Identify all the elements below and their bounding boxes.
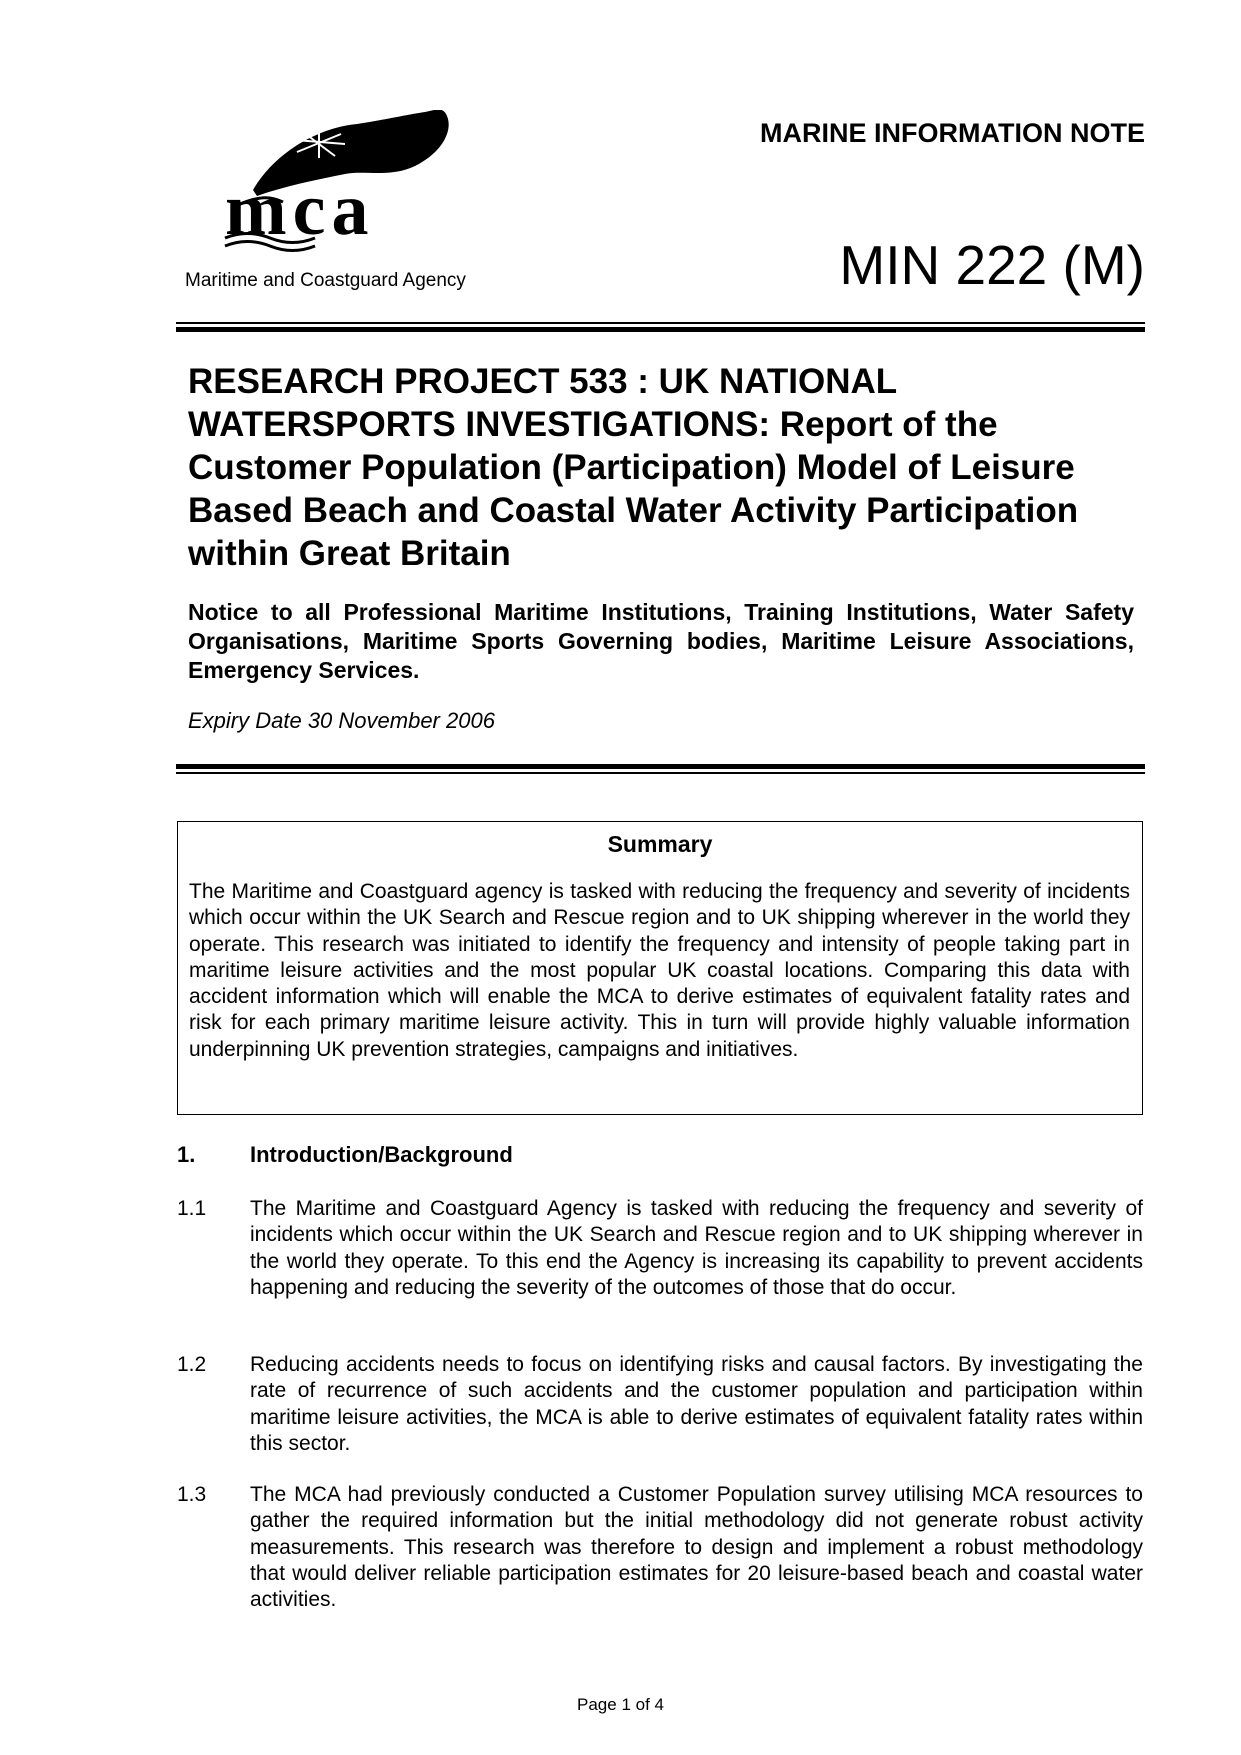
paragraph-number: 1.2 (177, 1353, 207, 1376)
summary-text: The Maritime and Coastguard agency is tasked with reducing the frequency and severity of incidents which occur within the UK Search and Rescue region and to UK shipping wherever in the world they operate. This research was initiated to identify the frequency and intensity of people taking part in maritime leisure activities and the most popular UK coastal locations. Comparing this data with accident information which will enable the MCA to derive estimates of equivalent fatality rates and risk for each primary maritime leisure activity. This in turn will provide highly valuable information underpinning UK prevention strategies, campaigns and initiatives. (189, 880, 1130, 1061)
paragraph-number: 1.3 (177, 1483, 207, 1506)
header-divider (176, 322, 1145, 332)
expiry-date: Expiry Date 30 November 2006 (188, 708, 495, 733)
logo-caption: Maritime and Coastguard Agency (185, 270, 466, 291)
paragraph-text: The MCA had previously conducted a Customer Population survey utilising MCA resources to gather the required information but the initial methodology did not generate robust activity measurements. This research was therefore to design and implement a robust methodology that would deliver reliable participation estimates for 20 leisure-based beach and coastal water activities. (250, 1483, 1143, 1612)
page-number: Page 1 of 4 (577, 1695, 664, 1714)
title-divider (176, 764, 1145, 774)
document-number: MIN 222 (M) (839, 234, 1145, 296)
mca-logo (185, 110, 530, 300)
logo-wordmark: mca (225, 169, 375, 251)
notice-text: Notice to all Professional Maritime Institutions, Training Institutions, Water Safety Organisations, Maritime Sports Governing bodies, Maritime Leisure Associations, Emergency Services. (188, 599, 1134, 683)
section-title: Introduction/Background (250, 1142, 513, 1167)
paragraph-text: Reducing accidents needs to focus on identifying risks and causal factors. By investigating the rate of recurrence of such accidents and the customer population and participation within maritime leisure activities, the MCA is able to derive estimates of equivalent fatality rates within this sector. (250, 1353, 1143, 1455)
summary-box (177, 821, 1143, 1115)
summary-heading: Summary (607, 831, 713, 857)
document-type: MARINE INFORMATION NOTE (760, 118, 1145, 148)
paragraph-text: The Maritime and Coastguard Agency is tasked with reducing the frequency and severity of incidents which occur within the UK Search and Rescue region and to UK shipping wherever in the world they operate. To this end the Agency is increasing its capability to prevent accidents happening and reducing the severity of the outcomes of those that do occur. (250, 1197, 1143, 1299)
mca-wave-emblem-icon (185, 110, 530, 270)
section-number: 1. (177, 1142, 196, 1167)
page-title: RESEARCH PROJECT 533 : UK NATIONAL WATERSPORTS INVESTIGATIONS: Report of the Customer Population (Participation) Model of Leisure Based Beach and Coastal Water Activity Participation within Great Britain (188, 362, 1079, 573)
paragraph-number: 1.1 (177, 1197, 207, 1220)
